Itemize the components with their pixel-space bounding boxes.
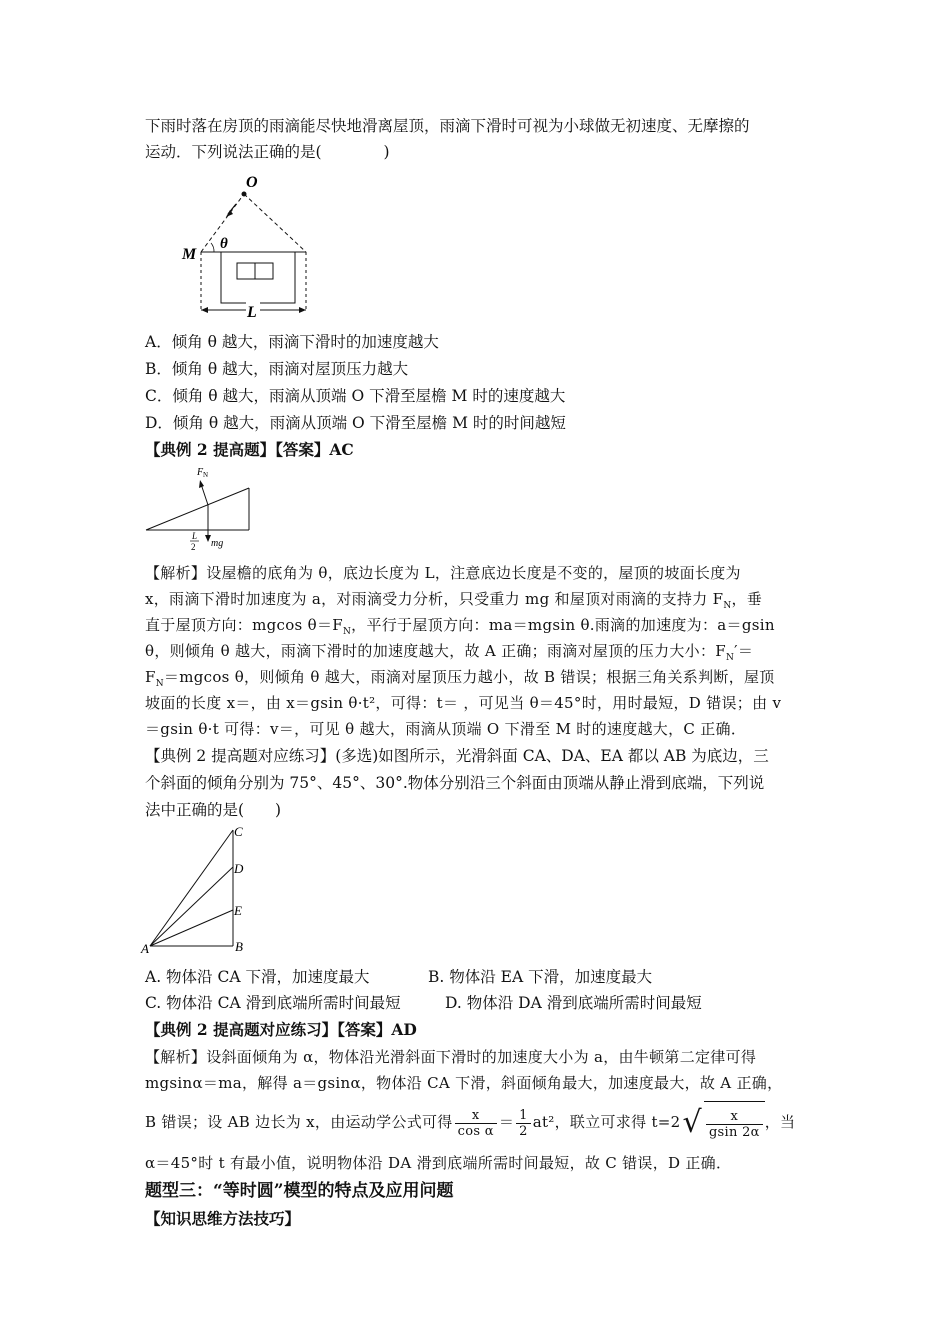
sqrt-den: gsin 2α [708,1125,760,1140]
q1-option-a: A．倾角 θ 越大，雨滴下滑时的加速度越大 [145,333,439,351]
house-wall [221,252,295,303]
sqrt-num: x [706,1109,763,1125]
frac-half [516,1108,531,1139]
section3-title: 题型三：“等时圆”模型的特点及应用问题 [145,1181,454,1201]
q2-stem-line3: 法中正确的是( ) [145,801,282,819]
q1-stem-line2: 运动．下列说法正确的是( ) [145,143,390,161]
answer2-analysis-line1: 【解析】设斜面倾角为 α，物体沿光滑斜面下滑时的加速度大小为 a，由牛顿第二定律可得 [145,1048,757,1066]
a1-l5-text: F [145,668,156,686]
a1-l3-text: 直于屋顶方向：mgcos θ＝F [145,616,343,634]
label-b: B [235,939,243,954]
label-l: L [247,304,257,321]
frac-half-num: 1 [516,1108,531,1124]
normal-force-arrowhead [199,480,204,488]
a1-l3-sub: N [342,627,352,637]
incline-slope [146,488,249,530]
q2-option-b: B. 物体沿 EA 下滑，加速度最大 [428,968,653,986]
a2-l3-tail: ，当 [764,1113,796,1131]
label-half-den: 2 [191,542,196,552]
answer2-analysis-line4: α＝45°时 t 有最小值，说明物体沿 DA 滑到底端所需时间最短，故 C 错误，D 正确． [145,1154,732,1172]
q1-option-d: D．倾角 θ 越大，雨滴从顶端 O 下滑至屋檐 M 时的时间越短 [145,414,566,432]
q2-stem-line1: 【典例 2 提高题对应练习】(多选)如图所示，光滑斜面 CA、DA、EA 都以 AB 为底边，三 [145,747,769,765]
a1-l5-mid: ＝mgcos θ，则倾角 θ 越大，雨滴对屋顶压力越小，故 B 错误；根据三角关系判断，屋顶 [163,668,775,686]
slope-ca [150,830,233,946]
a1-l3-mid: ，平行于屋顶方向：ma＝mgsin θ.雨滴的加速度为：a＝gsin [351,616,775,634]
answer1-header: 【典例 2 提高题】【答案】AC [145,440,354,459]
frac-half-den: 2 [519,1123,528,1139]
triangle-figure [140,822,260,958]
slope-da [150,867,233,946]
answer2-header: 【典例 2 提高题对应练习】【答案】AD [145,1020,417,1039]
q1-option-c: C．倾角 θ 越大，雨滴从顶端 O 下滑至屋檐 M 时的速度越大 [145,387,566,405]
a2-eq: ＝ [498,1113,515,1131]
a1-l2-text: x，雨滴下滑时加速度为 a，对雨滴受力分析，只受重力 mg 和屋顶对雨滴的支持力 F [145,590,724,608]
q2-option-d: D. 物体沿 DA 滑到底端所需时间最短 [445,994,702,1012]
l-arrowhead-left [201,307,208,313]
answer2-analysis-line3 [145,1100,810,1146]
a1-l4-tail: ′＝ [734,642,754,660]
label-theta: θ [220,236,228,252]
house-figure [178,170,313,325]
label-fn: F [197,467,204,478]
label-d: D [234,861,244,876]
theta-arc [211,243,214,252]
a1-l4-sub: N [725,653,735,663]
label-o: O [246,174,258,191]
point-o [242,192,247,197]
answer1-analysis-line7: ＝gsin θ·t 可得：v＝，可见 θ 越大，雨滴从顶端 O 下滑至 M 时的速度越大，C 正确． [145,720,747,738]
answer2-analysis-line2: mgsinα＝ma，解得 a＝gsinα，物体沿 CA 下滑，斜面倾角最大，加速度最大，故 A 正确， [145,1074,783,1092]
q2-option-c: C. 物体沿 CA 滑到底端所需时间最短 [145,994,401,1012]
frac-x-num: x [455,1108,497,1124]
a2-at2: at²，联立可求得 t=2 [532,1113,681,1131]
sqrt-symbol: √ [682,1105,702,1140]
label-half-num: L [192,531,198,541]
label-fn-sub: N [203,471,209,479]
answer1-analysis-line1: 【解析】设屋檐的底角为 θ，底边长度为 L，注意底边长度是不变的，屋顶的坡面长度为 [145,564,741,582]
label-a: A [141,941,149,956]
q1-stem-line1: 下雨时落在房顶的雨滴能尽快地滑离屋顶，雨滴下滑时可视为小球做无初速度、无摩擦的 [145,117,750,135]
label-c: C [234,824,243,839]
q2-option-a: A. 物体沿 CA 下滑，加速度最大 [145,968,370,986]
a1-l5-sub: N [155,679,164,689]
section3-subtitle: 【知识思维方法技巧】 [145,1209,301,1228]
q1-option-b: B．倾角 θ 越大，雨滴对屋顶压力越大 [145,360,409,378]
l-arrowhead-right [299,307,306,313]
normal-force-arrow [201,484,208,505]
a2-l3-text: B 错误；设 AB 边长为 x，由运动学公式可得 [145,1113,453,1131]
q2-stem-line2: 个斜面的倾角分别为 75°、45°、30°.物体分别沿三个斜面由顶端从静止滑到底端，下列说 [145,774,765,792]
roof-right-slope [244,194,306,252]
sqrt-body [704,1101,765,1146]
a1-l2-tail: ，垂 [731,590,763,608]
label-e: E [234,903,242,918]
answer1-analysis-line6: 坡面的长度 x＝，由 x＝gsin θ·t²，可得：t＝ ，可见当 θ＝45°时，用时最短，D 错误；由 v [145,694,782,712]
frac-x-over-cos [455,1108,497,1139]
frac-x-den: cos α [457,1123,494,1139]
frac-sqrt [706,1109,763,1140]
a1-l4-text: θ，则倾角 θ 越大，雨滴下滑时的加速度越大，故 A 正确；雨滴对屋顶的压力大小：F [145,642,726,660]
incline-force-figure [144,462,256,558]
label-mg: mg [211,538,224,549]
a1-l2-sub: N [723,601,732,611]
label-m: M [182,246,197,263]
